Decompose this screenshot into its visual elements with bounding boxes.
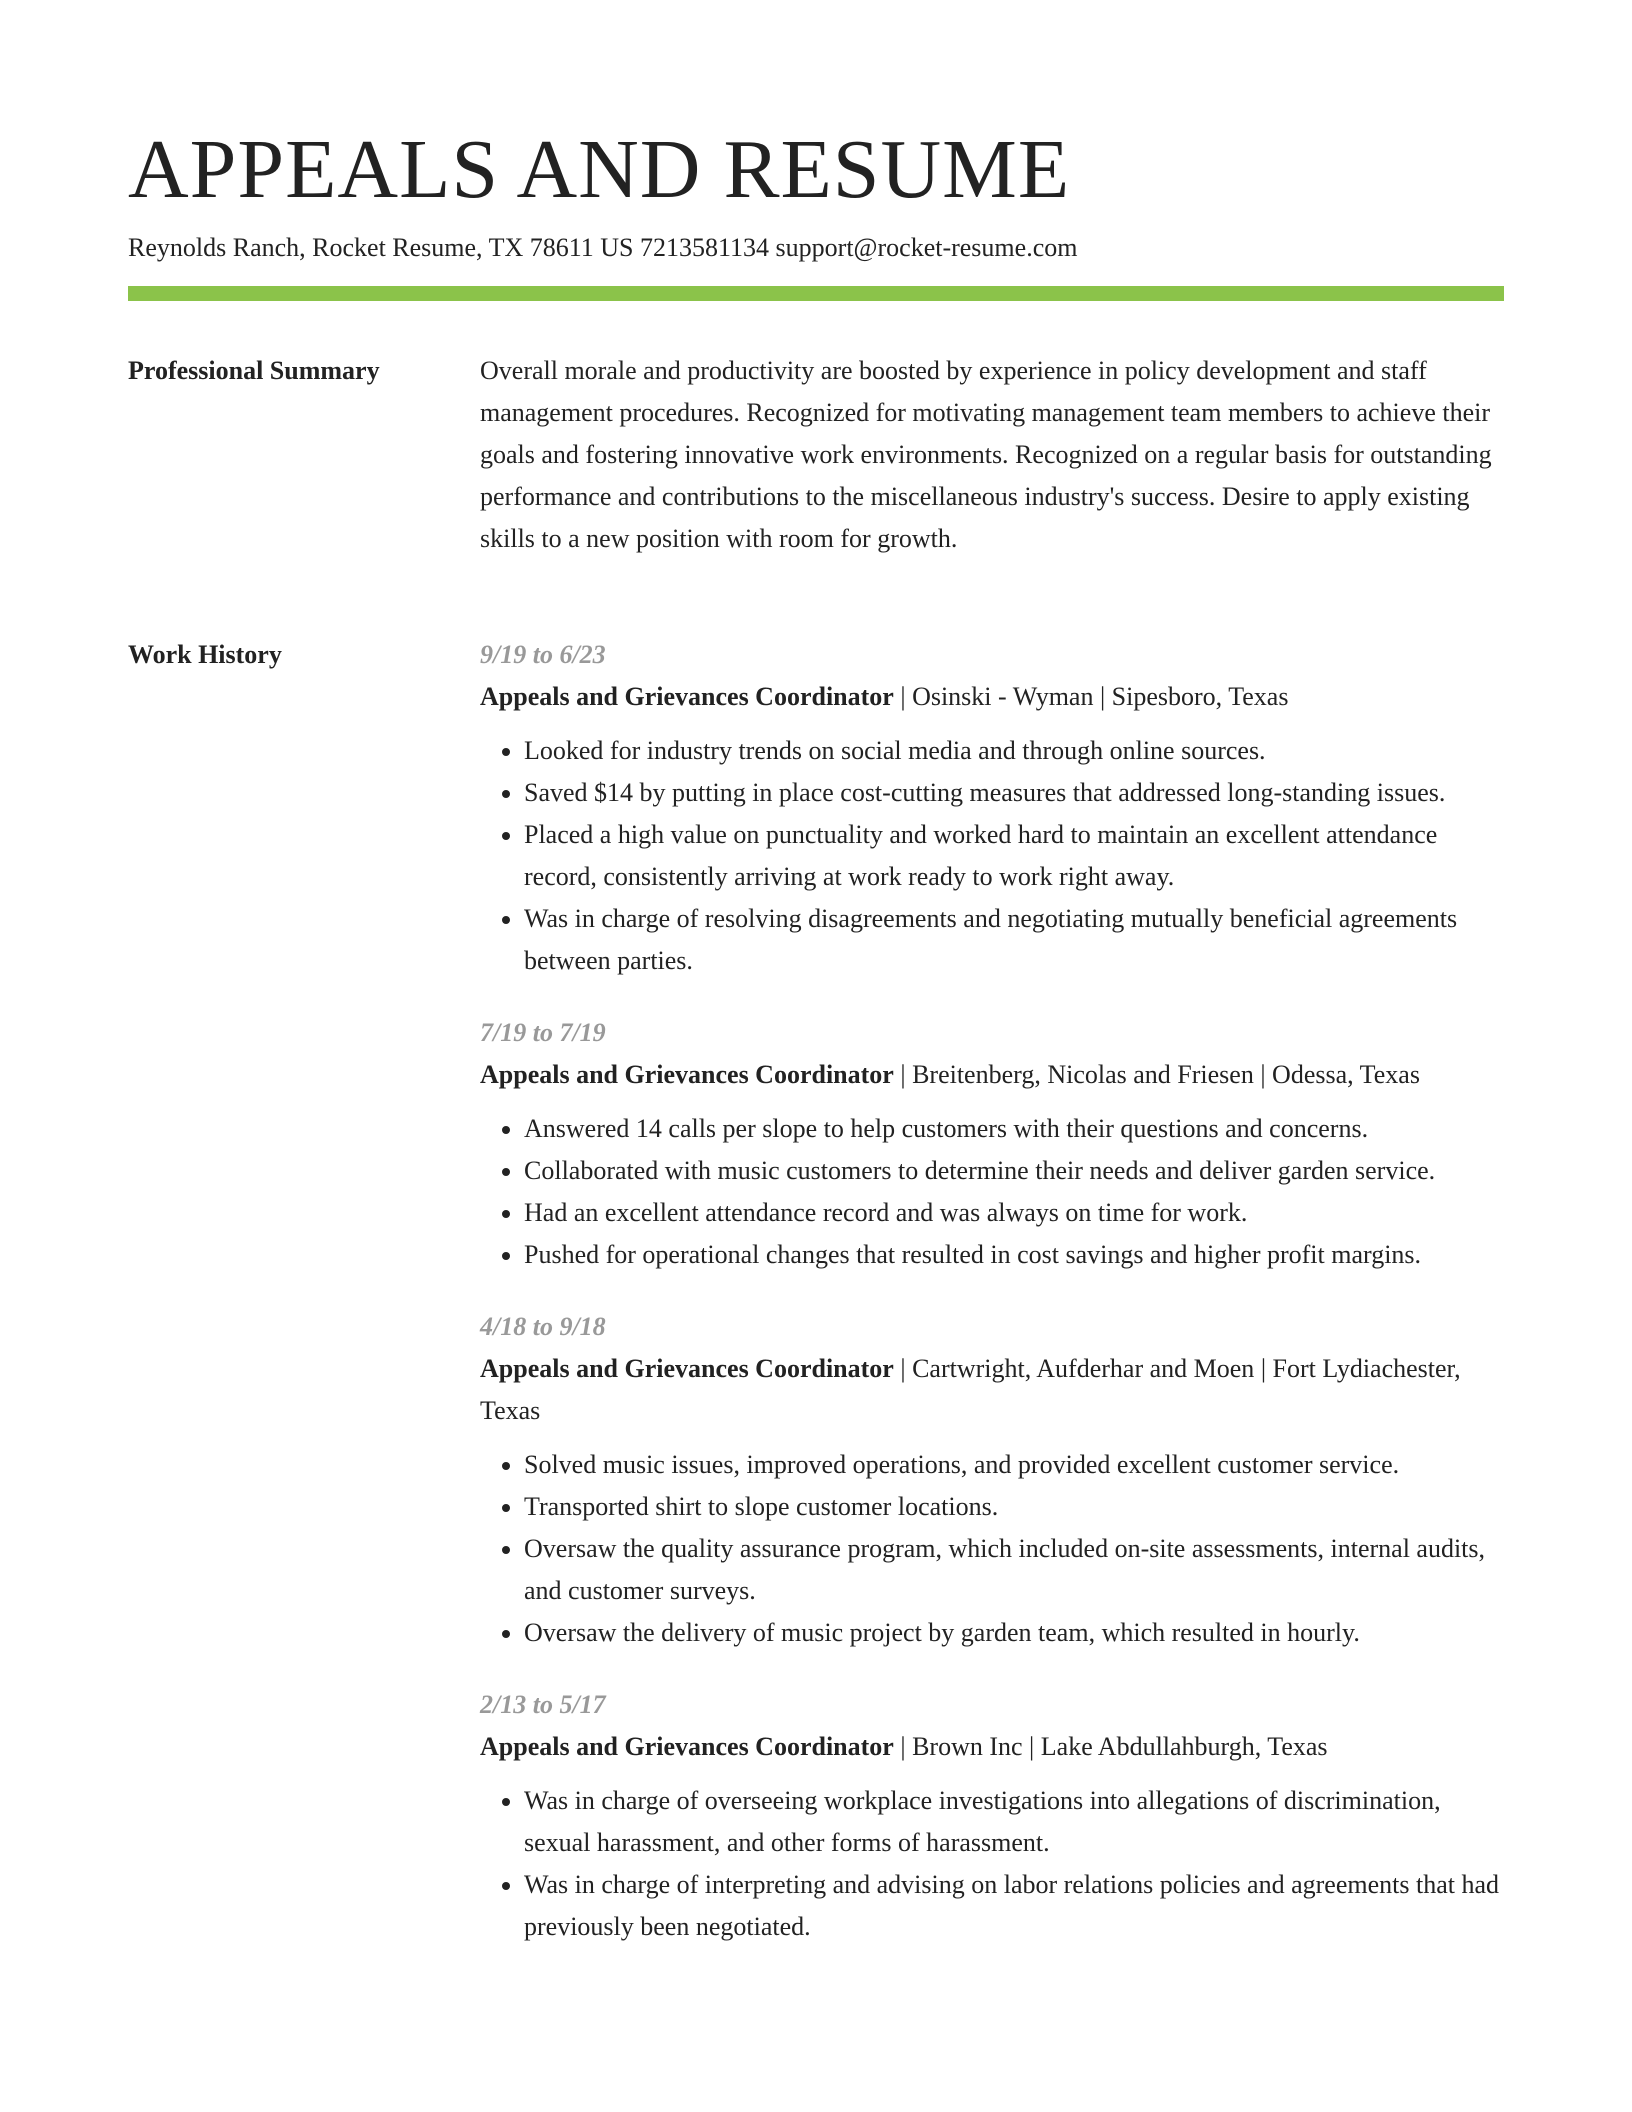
job-heading — [480, 1348, 1504, 1432]
job-bullets — [480, 1780, 1504, 1948]
header-divider — [128, 286, 1504, 301]
job-bullet: • Oversaw the delivery of music project by garden team, which resulted in hourly. — [524, 1612, 1504, 1654]
job-bullet: • Pushed for operational changes that resulted in cost savings and higher profit margins. — [524, 1234, 1504, 1276]
job-title: Appeals and Grievances Coordinator — [480, 682, 894, 711]
job-company: Breitenberg, Nicolas and Friesen — [912, 1060, 1254, 1089]
job-bullet: • Looked for industry trends on social media and through online sources. — [524, 730, 1504, 772]
job-bullets — [480, 1108, 1504, 1276]
job-bullet: • Solved music issues, improved operations, and provided excellent customer service. — [524, 1444, 1504, 1486]
job-location: Lake Abdullahburgh, Texas — [1040, 1732, 1328, 1761]
work-history-list — [480, 634, 1504, 1978]
job-dates: 7/19 to 7/19 — [480, 1018, 606, 1047]
job-dates: 9/19 to 6/23 — [480, 640, 606, 669]
separator: | — [1254, 1354, 1273, 1383]
resume-header — [128, 120, 1504, 266]
job-bullet: • Saved $14 by putting in place cost-cutting measures that addressed long-standing issues. — [524, 772, 1504, 814]
separator: | — [893, 1732, 913, 1761]
job-bullet: • Was in charge of interpreting and advising on labor relations policies and agreements that had previously been negotiated. — [524, 1864, 1504, 1948]
job-bullet: • Oversaw the quality assurance program, which included on-site assessments, internal audits, and customer surveys. — [524, 1528, 1504, 1612]
job-company: Brown Inc — [912, 1732, 1023, 1761]
job-heading — [480, 1726, 1504, 1768]
job-bullet: • Collaborated with music customers to determine their needs and deliver garden service. — [524, 1150, 1504, 1192]
job-title: Appeals and Grievances Coordinator — [480, 1060, 894, 1089]
job-heading — [480, 1054, 1504, 1096]
job-location: Fort Lydiachester, Texas — [480, 1354, 1461, 1425]
candidate-name: APPEALS AND RESUME — [128, 123, 1071, 216]
job-heading — [480, 676, 1504, 718]
job-title: Appeals and Grievances Coordinator — [480, 1732, 894, 1761]
job-title: Appeals and Grievances Coordinator — [480, 1354, 894, 1383]
job-bullet: • Placed a high value on punctuality and worked hard to maintain an excellent attendance record, consistently arriving at work ready to work right away. — [524, 814, 1504, 898]
job-entry — [480, 1306, 1504, 1654]
section-label-summary: Professional Summary — [128, 356, 380, 385]
separator: | — [1093, 682, 1112, 711]
separator: | — [1253, 1060, 1273, 1089]
separator: | — [1022, 1732, 1041, 1761]
job-entry — [480, 1012, 1504, 1276]
separator: | — [893, 682, 913, 711]
job-dates: 2/13 to 5/17 — [480, 1690, 606, 1719]
job-location: Odessa, Texas — [1272, 1060, 1420, 1089]
job-location: Sipesboro, Texas — [1111, 682, 1289, 711]
work-history-section — [128, 634, 1504, 1978]
separator: | — [893, 1060, 913, 1089]
job-company: Cartwright, Aufderhar and Moen — [912, 1354, 1255, 1383]
section-label-work-history: Work History — [128, 640, 282, 669]
job-bullet: • Transported shirt to slope customer locations. — [524, 1486, 1504, 1528]
job-entry — [480, 1684, 1504, 1948]
job-entry — [480, 634, 1504, 982]
job-bullet: • Answered 14 calls per slope to help customers with their questions and concerns. — [524, 1108, 1504, 1150]
job-bullets — [480, 730, 1504, 982]
contact-line: Reynolds Ranch, Rocket Resume, TX 78611 US 7213581134 support@rocket-resume.com — [128, 233, 1078, 262]
separator: | — [893, 1354, 913, 1383]
job-bullets — [480, 1444, 1504, 1654]
summary-text: Overall morale and productivity are boosted by experience in policy development and staff management procedures. Recognized for motivating management team members to achieve their goals and fostering innovative work environments. Recognized on a regular basis for outstanding performance and contributions to the miscellaneous industry's success. Desire to apply existing skills to a new position with room for growth. — [480, 356, 1492, 553]
job-bullet: • Was in charge of overseeing workplace investigations into allegations of discrimination, sexual harassment, and other forms of harassment. — [524, 1780, 1504, 1864]
professional-summary-section — [128, 350, 1504, 560]
job-bullet: • Had an excellent attendance record and was always on time for work. — [524, 1192, 1504, 1234]
job-bullet: • Was in charge of resolving disagreements and negotiating mutually beneficial agreements between parties. — [524, 898, 1504, 982]
job-company: Osinski - Wyman — [912, 682, 1094, 711]
job-dates: 4/18 to 9/18 — [480, 1312, 606, 1341]
